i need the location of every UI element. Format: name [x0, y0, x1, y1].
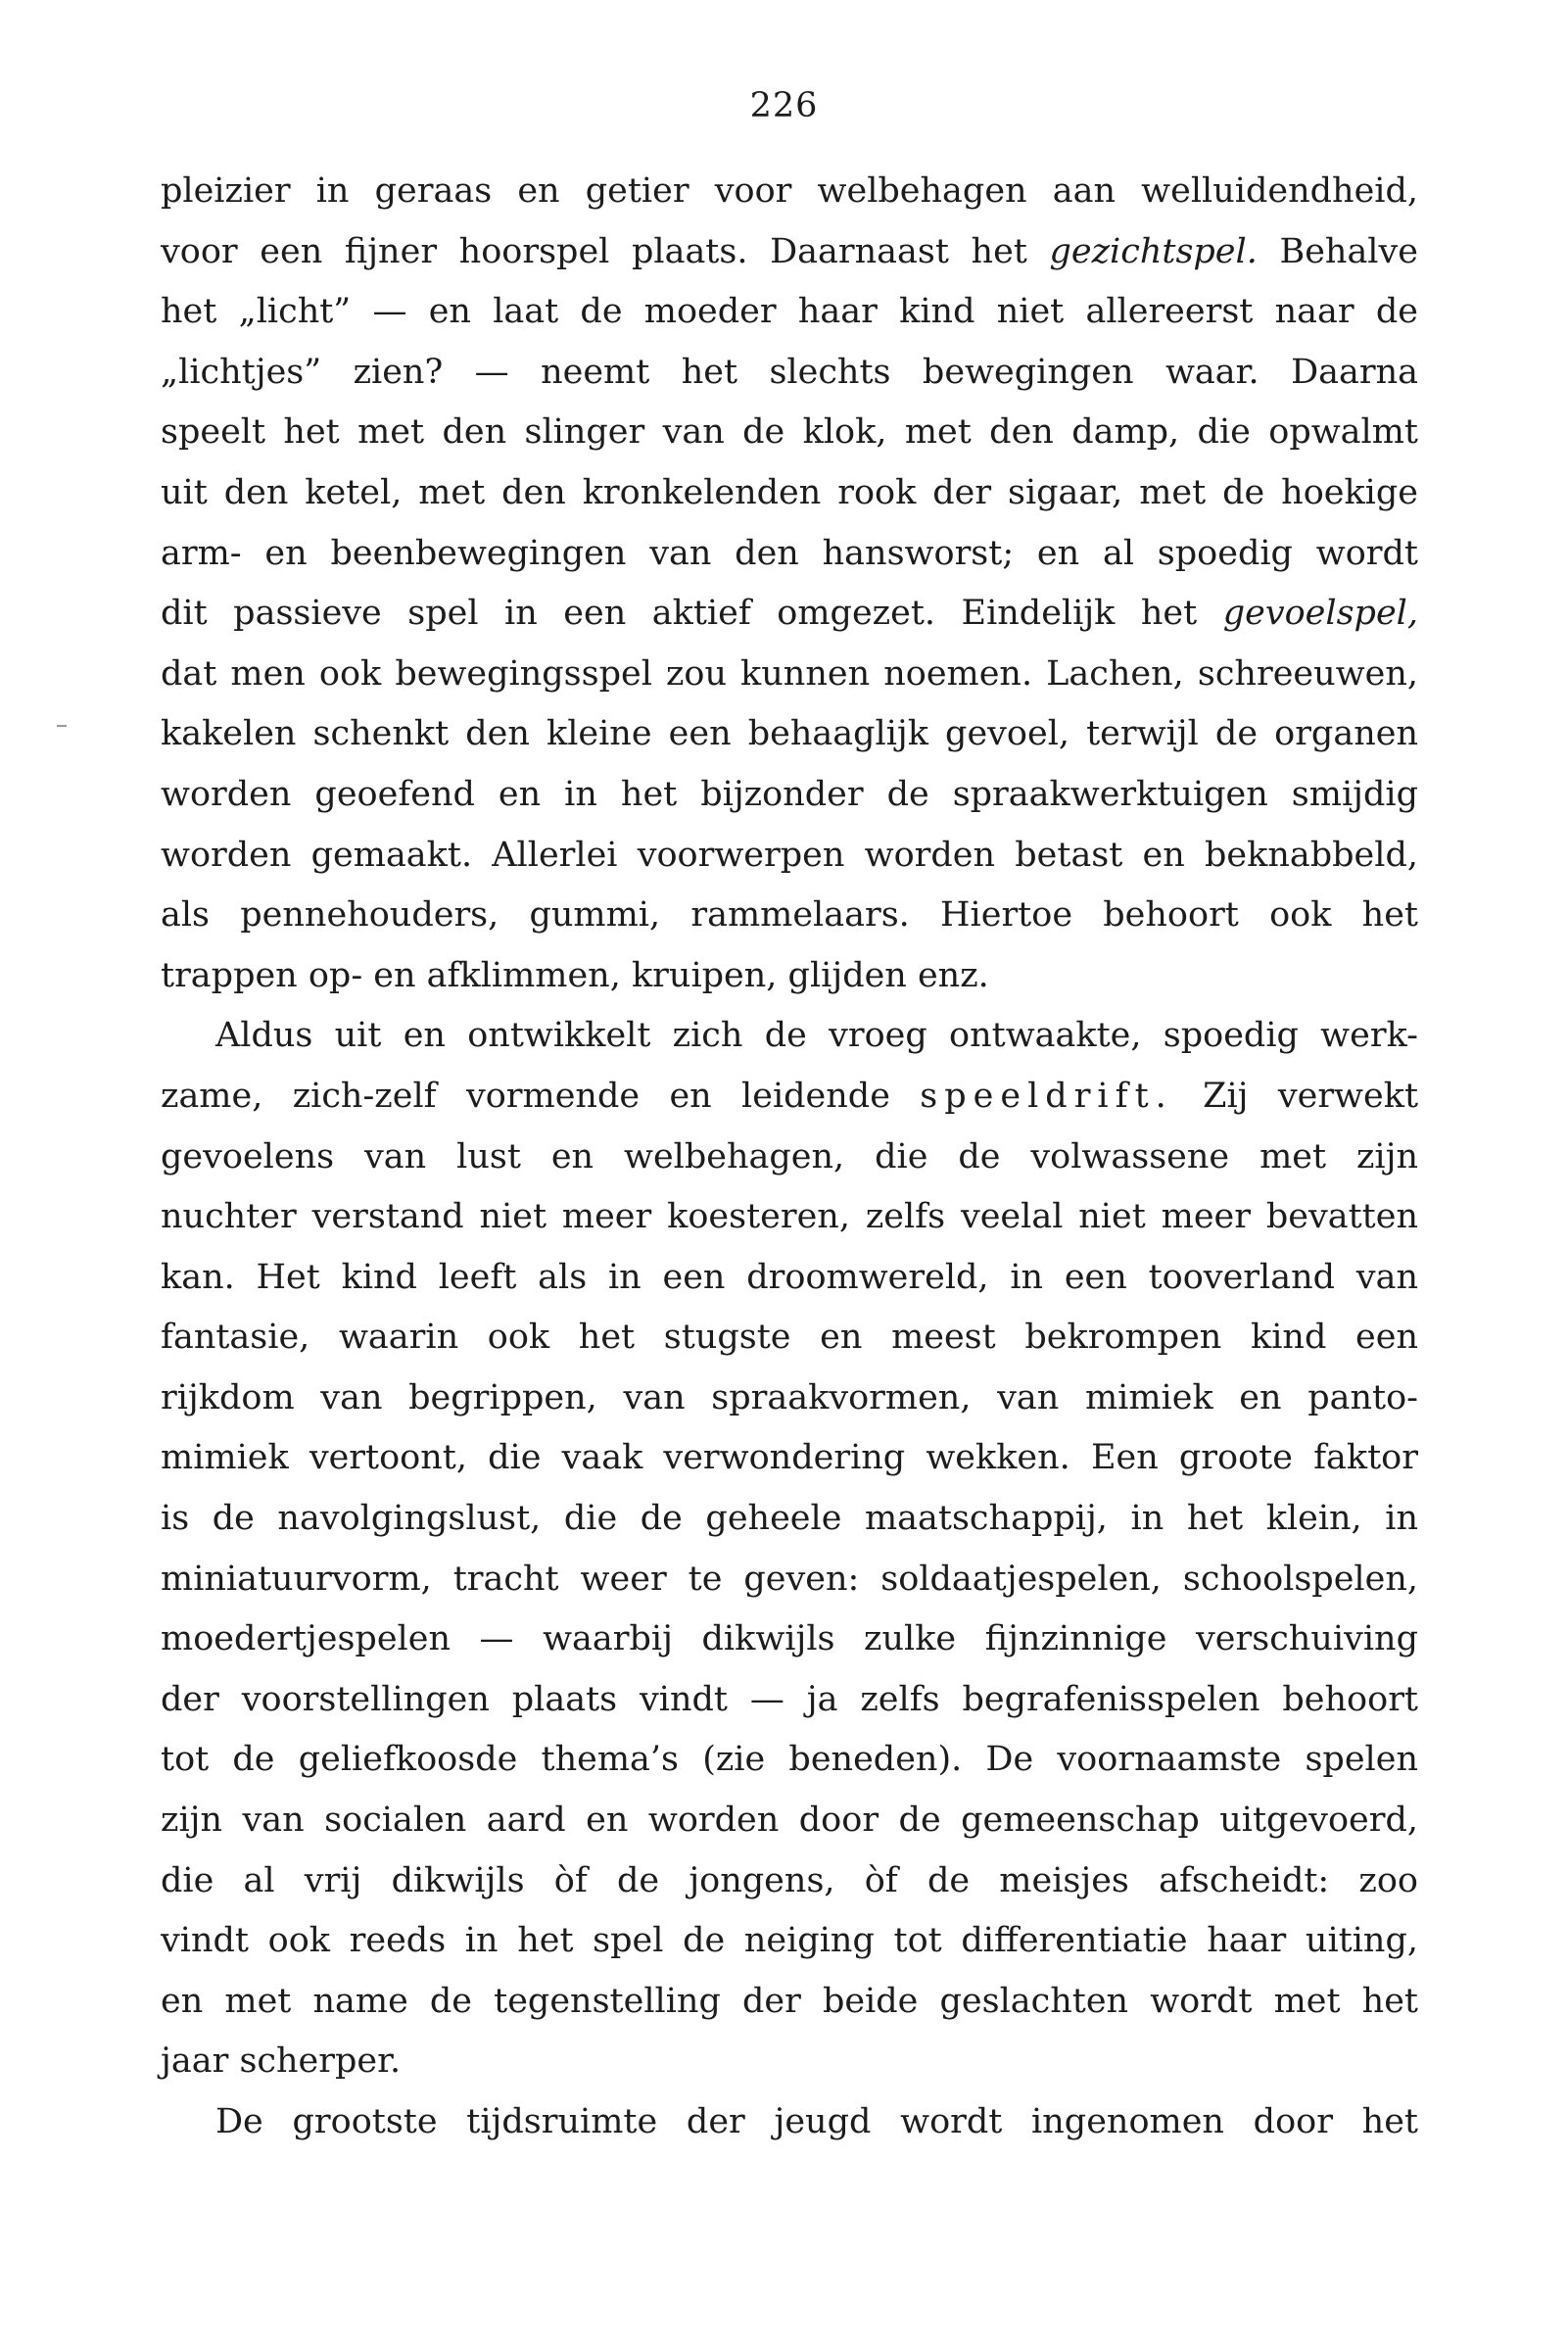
text-segment: die al vrij dikwijls òf de jongens, òf de meisjes afscheidt: zoo [161, 1860, 1418, 1900]
text-line [161, 1609, 1418, 1670]
text-line [161, 826, 1418, 887]
text-line [161, 463, 1418, 524]
text-line [161, 1248, 1418, 1309]
italic-term: gevoelspel, [1222, 594, 1418, 634]
text-line [161, 886, 1418, 946]
text-line [161, 1730, 1418, 1791]
text-segment: miniatuurvorm, tracht weer te geven: soldaatjespelen, schoolspelen, [161, 1559, 1418, 1599]
text-line [161, 946, 1418, 1007]
text-line [161, 222, 1418, 283]
text-segment: jaar scherper. [161, 2041, 402, 2082]
text-segment: trappen op- en afklimmen, kruipen, glijden enz. [161, 955, 989, 995]
text-line [161, 584, 1418, 645]
text-line [161, 1428, 1418, 1489]
text-segment: rijkdom van begrippen, van spraakvormen, van mimiek en panto- [161, 1377, 1418, 1417]
text-segment: kan. Het kind leeft als in een droomwereld, in een tooverland van [161, 1257, 1418, 1297]
text-segment: Behalve [1257, 231, 1418, 271]
text-segment: moedertjespelen — waarbij dikwijls zulke fijnzinnige verschuiving [161, 1619, 1418, 1659]
text-segment: kakelen schenkt den kleine een behaaglijk gevoel, terwijl de organen [161, 714, 1418, 754]
text-segment: Aldus uit en ontwikkelt zich de vroeg ontwaakte, spoedig werk- [215, 1016, 1418, 1056]
text-line [161, 162, 1418, 222]
text-line [161, 1550, 1418, 1610]
body-text [161, 162, 1418, 2153]
text-line [161, 1791, 1418, 1851]
text-segment: dat men ook bewegingsspel zou kunnen noemen. Lachen, schreeuwen, [161, 653, 1418, 694]
text-line [161, 704, 1418, 765]
text-segment: arm- en beenbewegingen van den hansworst; en al spoedig wordt [161, 533, 1418, 573]
text-line [161, 1308, 1418, 1368]
text-line [161, 403, 1418, 463]
text-line [161, 1187, 1418, 1248]
text-line [161, 1851, 1418, 1912]
text-line [161, 1006, 1418, 1067]
text-segment: fantasie, waarin ook het stugste en meest bekrompen kind een [161, 1318, 1418, 1358]
text-segment: Zij verwekt [1172, 1076, 1419, 1116]
text-line [161, 1489, 1418, 1550]
text-segment: „lichtjes” zien? — neemt het slechts bewegingen waar. Daarna [161, 352, 1418, 392]
text-segment: het „licht” — en laat de moeder haar kind niet allereerst naar de [161, 292, 1418, 332]
text-line [161, 343, 1418, 404]
text-segment: der voorstellingen plaats vindt — ja zelfs begrafenisspelen behoort [161, 1679, 1418, 1719]
text-segment: en met name de tegenstelling der beide geslachten wordt met het [161, 1981, 1418, 2021]
text-segment: mimiek vertoont, die vaak verwondering wekken. Een groote faktor [161, 1438, 1418, 1478]
italic-term: gezichtspel. [1049, 231, 1258, 271]
text-line [161, 2092, 1418, 2153]
text-line [161, 1128, 1418, 1188]
text-segment: uit den ketel, met den kronkelenden rook der sigaar, met de hoekige [161, 472, 1418, 512]
margin-mark [57, 725, 67, 727]
text-line [161, 1972, 1418, 2033]
text-line [161, 2032, 1418, 2092]
text-segment: tot de geliefkoosde thema’s (zie beneden). De voornaamste spelen [161, 1740, 1418, 1780]
text-segment: nuchter verstand niet meer koesteren, zelfs veelal niet meer bevatten [161, 1197, 1418, 1237]
page-number: 226 [749, 86, 819, 125]
text-segment: worden geoefend en in het bijzonder de spraakwerktuigen smijdig [161, 774, 1418, 814]
text-segment: zame, zich-zelf vormende en leidende [161, 1076, 921, 1116]
text-segment: is de navolgingslust, die de geheele maatschappij, in het klein, in [161, 1499, 1418, 1539]
text-line [161, 282, 1418, 343]
text-segment: gevoelens van lust en welbehagen, die de volwassene met zijn [161, 1136, 1418, 1176]
text-line [161, 1368, 1418, 1429]
text-segment: pleizier in geraas en getier voor welbehagen aan welluidendheid, [161, 171, 1418, 211]
text-line [161, 1670, 1418, 1731]
text-segment: dit passieve spel in een aktief omgezet. Eindelijk het [161, 594, 1223, 634]
text-line [161, 1067, 1418, 1128]
text-segment: als pennehouders, gummi, rammelaars. Hiertoe behoort ook het [161, 895, 1418, 936]
text-line [161, 1911, 1418, 1972]
text-line [161, 524, 1418, 585]
spaced-term: speeldrift. [920, 1076, 1173, 1116]
text-segment: worden gemaakt. Allerlei voorwerpen worden betast en beknabbeld, [161, 835, 1418, 875]
text-segment: zijn van socialen aard en worden door de gemeenschap uitgevoerd, [161, 1800, 1418, 1841]
text-segment: speelt het met den slinger van de klok, met den damp, die opwalmt [161, 412, 1418, 453]
text-segment: De grootste tijdsruimte der jeugd wordt ingenomen door het [215, 2102, 1418, 2141]
text-segment: vindt ook reeds in het spel de neiging tot differentiatie haar uiting, [161, 1921, 1418, 1961]
text-line [161, 765, 1418, 826]
text-line [161, 645, 1418, 705]
text-segment: voor een fijner hoorspel plaats. Daarnaast het [161, 231, 1050, 271]
